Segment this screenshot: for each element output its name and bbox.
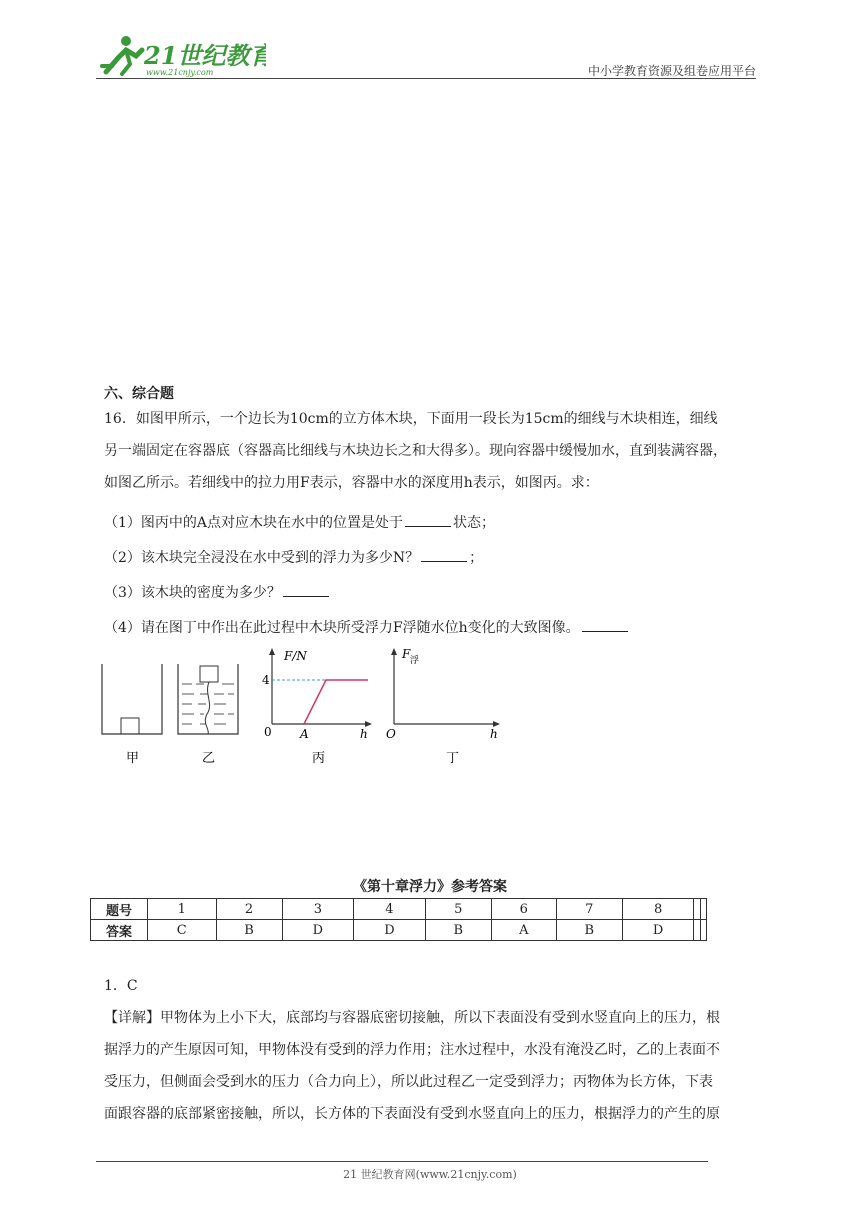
table-cell: 2 <box>216 899 282 920</box>
table-cell: B <box>216 920 282 941</box>
runner-icon <box>102 36 142 74</box>
row-label-number: 题号 <box>91 899 148 920</box>
answer-blank-3[interactable] <box>283 582 329 597</box>
figure-bing <box>262 648 372 766</box>
tension-graph-line <box>304 680 368 724</box>
site-name: 中小学教育资源及组卷应用平台 <box>587 64 756 78</box>
table-row <box>91 920 707 941</box>
table-cell <box>700 899 706 920</box>
row-label-answer: 答案 <box>91 920 148 941</box>
answer-blank-4[interactable] <box>582 617 628 632</box>
table-cell: D <box>622 920 694 941</box>
sub-question-2: （2）该木块完全浸没在水中受到的浮力为多少N？ ； <box>104 547 483 567</box>
header-divider <box>96 78 756 79</box>
answer-title: 《第十章浮力》参考答案 <box>353 879 507 895</box>
sub-question-3: （3）该木块的密度为多少？ <box>104 582 331 602</box>
label-jia: 甲 <box>126 751 140 766</box>
table-cell: 3 <box>282 899 354 920</box>
answer-table <box>90 898 707 941</box>
bing-point-a: A <box>300 727 309 741</box>
question-line-3: 如图乙所示。若细线中的拉力用F表示，容器中水的深度用h表示，如图丙。求： <box>104 475 599 491</box>
ding-h-axis: h <box>490 727 498 741</box>
logo-url: www.21cnjy.com <box>146 68 214 77</box>
label-yi: 乙 <box>202 751 216 766</box>
table-cell: 4 <box>354 899 426 920</box>
bing-h-axis: h <box>360 727 368 741</box>
table-cell: 8 <box>622 899 694 920</box>
footer-text: 21 世纪教育网(www.21cnjy.com) <box>343 1168 517 1181</box>
table-cell: B <box>556 920 622 941</box>
table-cell: D <box>282 920 354 941</box>
label-bing: 丙 <box>312 751 326 766</box>
footer-divider <box>96 1161 708 1162</box>
table-cell: 7 <box>556 899 622 920</box>
table-cell: B <box>425 920 491 941</box>
table-cell: A <box>491 920 556 941</box>
table-row <box>91 899 707 920</box>
detail-line-3: 受压力，但侧面会受到水的压力（合力向上），所以此过程乙一定受到浮力；丙物体为长方体，下表 <box>104 1074 713 1090</box>
table-cell: C <box>148 920 217 941</box>
ding-origin: O <box>386 727 396 741</box>
detail-line-4: 面跟容器的底部紧密接触，所以，长方体的下表面没有受到水竖直向上的压力，根据浮力的产生的原 <box>104 1106 720 1122</box>
logo-text: 21世纪教育 <box>144 41 266 70</box>
section-title: 六、综合题 <box>104 386 174 402</box>
table-cell: 5 <box>425 899 491 920</box>
table-cell <box>700 920 706 941</box>
figure-ding <box>386 647 500 766</box>
figure-jia <box>102 664 162 766</box>
answer-blank-1[interactable] <box>405 512 451 527</box>
label-ding: 丁 <box>446 751 460 766</box>
detail-line-1: 【详解】甲物体为上小下大，底部均与容器底密切接触，所以下表面没有受到水竖直向上的压力，根 <box>104 1010 720 1026</box>
question-text <box>104 403 764 499</box>
bing-tick-4: 4 <box>262 673 270 687</box>
ding-ylabel-sub: 浮 <box>410 656 420 666</box>
table-cell: D <box>354 920 426 941</box>
detail-line-2: 据浮力的产生原因可知，甲物体没有受到的浮力作用；注水过程中，水没有淹没乙时，乙的上表面不 <box>104 1042 720 1058</box>
table-cell: 1 <box>148 899 217 920</box>
figure-yi <box>178 664 238 766</box>
answer-blank-2[interactable] <box>421 547 467 562</box>
detail-item: 1．C <box>104 978 138 994</box>
question-line-2: 另一端固定在容器底（容器高比细线与木块边长之和大得多）。现向容器中缓慢加水，直到装满容器， <box>104 443 727 459</box>
site-logo <box>96 32 266 78</box>
question-line-1: 16．如图甲所示，一个边长为10cm的立方体木块，下面用一段长为15cm的细线与木块相连，细线 <box>104 411 718 427</box>
figures <box>96 644 516 774</box>
sub-question-4: （4）请在图丁中作出在此过程中木块所受浮力F浮随水位h变化的大致图像。 <box>104 617 630 637</box>
bing-ylabel: F/N <box>284 649 307 663</box>
ding-ylabel: F <box>402 647 411 661</box>
bing-origin: 0 <box>264 725 272 739</box>
sub-question-1: （1）图丙中的A点对应木块在水中的位置是处于 状态； <box>104 512 495 532</box>
detail-text <box>104 1002 764 1130</box>
table-cell: 6 <box>491 899 556 920</box>
